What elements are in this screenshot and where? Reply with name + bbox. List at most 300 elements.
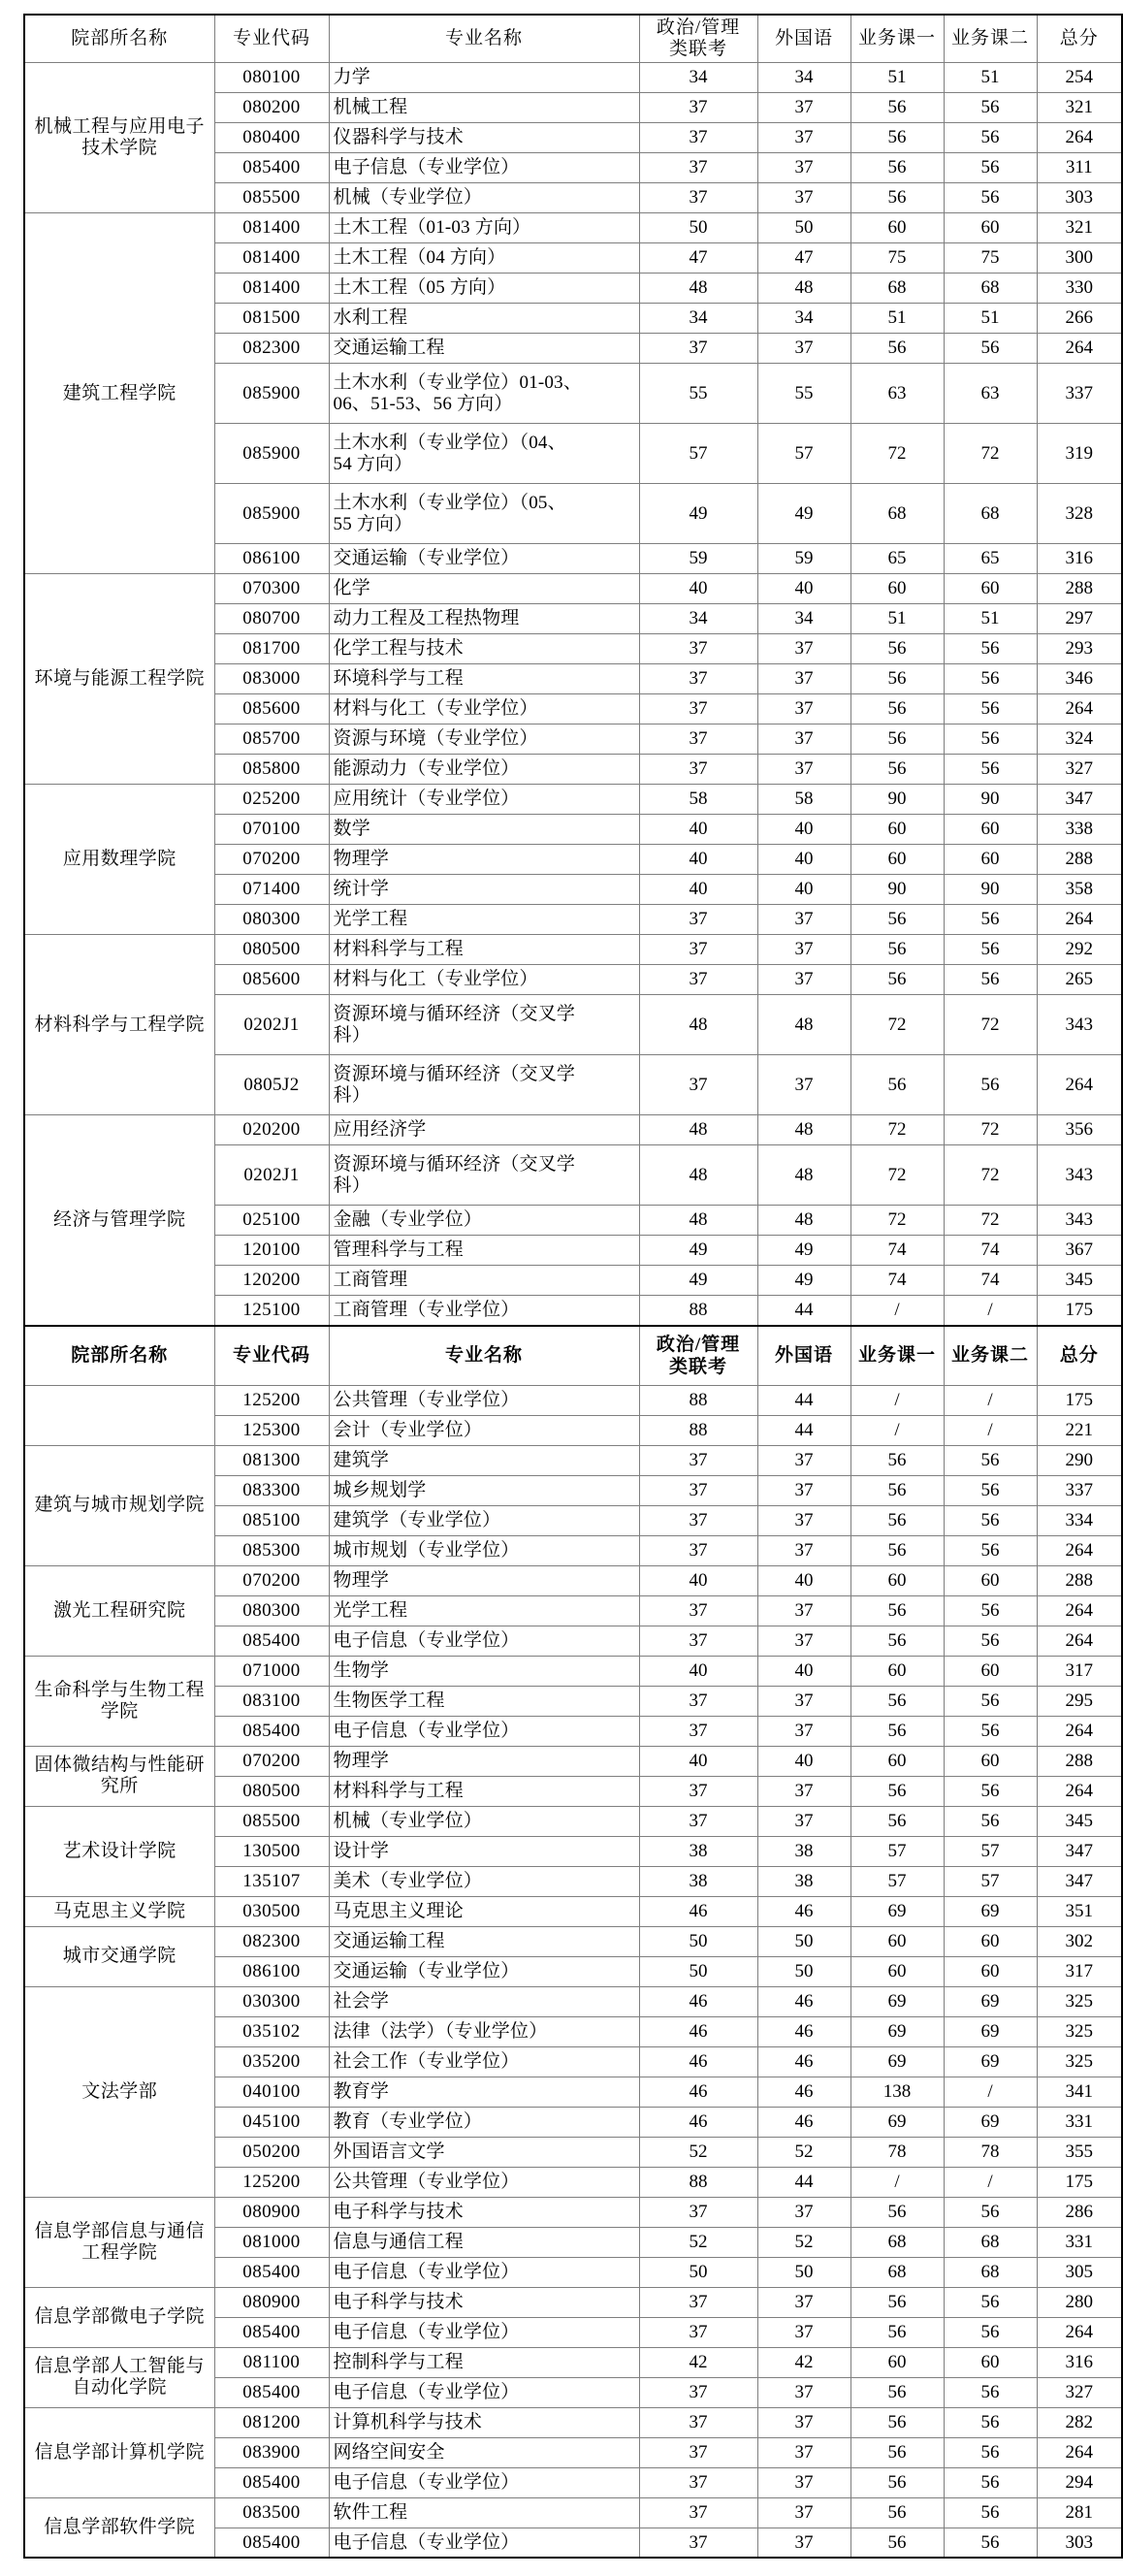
total-score-cell: 294 — [1037, 2467, 1122, 2497]
foreign-score-cell: 37 — [757, 2377, 850, 2407]
politics-score-cell: 55 — [639, 364, 757, 424]
politics-score-cell: 46 — [639, 1986, 757, 2016]
foreign-score-cell: 37 — [757, 1475, 850, 1505]
foreign-score-cell: 48 — [757, 1206, 850, 1236]
org-name-cell — [24, 2347, 214, 2407]
major-name-cell: 社会学 — [329, 1986, 639, 2016]
business2-score-cell: 60 — [944, 815, 1037, 845]
major-name-cell: 交通运输工程 — [329, 334, 639, 364]
foreign-score-cell: 37 — [757, 664, 850, 694]
foreign-score-cell: 37 — [757, 2528, 850, 2558]
total-score-cell: 303 — [1037, 2528, 1122, 2558]
foreign-score-cell: 37 — [757, 123, 850, 153]
table-row — [24, 2197, 1122, 2227]
total-score-cell: 303 — [1037, 183, 1122, 213]
business1-score-cell: 69 — [850, 1986, 944, 2016]
total-score-cell: 321 — [1037, 213, 1122, 243]
business1-score-cell: 56 — [850, 1686, 944, 1716]
politics-score-cell: 37 — [639, 1595, 757, 1626]
major-name-cell: 美术（专业学位） — [329, 1866, 639, 1896]
major-code-cell: 025200 — [214, 785, 329, 815]
col-header-politics-line2: 类联考 — [668, 39, 727, 60]
foreign-score-cell: 37 — [757, 2497, 850, 2528]
business2-score-cell: 56 — [944, 2377, 1037, 2407]
foreign-score-cell: 40 — [757, 845, 850, 875]
org-name-cell — [24, 1656, 214, 1746]
org-name-line: 信息学部计算机学院 — [34, 2441, 205, 2463]
business1-score-cell: 51 — [850, 604, 944, 634]
business2-score-cell: 72 — [944, 1145, 1037, 1206]
major-name-cell: 材料与化工（专业学位） — [329, 694, 639, 724]
major-code-cell: 125200 — [214, 2167, 329, 2197]
politics-score-cell: 52 — [639, 2227, 757, 2257]
business1-score-cell: 90 — [850, 785, 944, 815]
major-name-cell: 电子科学与技术 — [329, 2287, 639, 2317]
major-name-cell: 管理科学与工程 — [329, 1236, 639, 1266]
major-name-cell: 电子科学与技术 — [329, 2197, 639, 2227]
major-code-cell: 125300 — [214, 1415, 329, 1445]
major-code-cell: 125100 — [214, 1296, 329, 1326]
major-name-line: 资源环境与循环经济（交叉学 — [333, 1003, 576, 1024]
foreign-score-cell: 37 — [757, 1806, 850, 1836]
major-name-line: 54 方向） — [333, 453, 413, 474]
major-name-cell: 城乡规划学 — [329, 1475, 639, 1505]
major-name-line: 资源环境与循环经济（交叉学 — [333, 1153, 576, 1175]
business2-score-cell: 56 — [944, 2317, 1037, 2347]
business1-score-cell: 56 — [850, 2377, 944, 2407]
org-name-cell — [24, 2197, 214, 2287]
business1-score-cell: 56 — [850, 1776, 944, 1806]
business2-score-cell: 56 — [944, 2287, 1037, 2317]
col-header-org: 院部所名称 — [24, 15, 214, 63]
politics-score-cell: 37 — [639, 334, 757, 364]
major-name-cell: 控制科学与工程 — [329, 2347, 639, 2377]
major-name-cell: 机械工程 — [329, 93, 639, 123]
major-name-cell: 网络空间安全 — [329, 2437, 639, 2467]
foreign-score-cell: 38 — [757, 1866, 850, 1896]
business2-score-cell: 56 — [944, 935, 1037, 965]
foreign-score-cell: 34 — [757, 604, 850, 634]
business2-score-cell: 56 — [944, 2407, 1037, 2437]
major-name-cell: 土木工程（01-03 方向） — [329, 213, 639, 243]
foreign-score-cell: 44 — [757, 1415, 850, 1445]
org-name-line: 工程学院 — [81, 2241, 158, 2263]
major-code-cell: 080300 — [214, 1595, 329, 1626]
major-code-cell: 081000 — [214, 2227, 329, 2257]
total-score-cell: 338 — [1037, 815, 1122, 845]
business2-score-cell: 60 — [944, 1656, 1037, 1686]
total-score-cell: 343 — [1037, 1206, 1122, 1236]
table-row — [24, 213, 1122, 243]
total-score-cell: 264 — [1037, 1595, 1122, 1626]
business2-score-cell: 56 — [944, 1505, 1037, 1535]
org-name-line: 学院 — [100, 1700, 139, 1722]
politics-score-cell: 57 — [639, 424, 757, 484]
col-header-politics-line1: 政治/管理 — [656, 1334, 741, 1355]
org-name-line: 艺术设计学院 — [62, 1840, 176, 1861]
business1-score-cell: 56 — [850, 2287, 944, 2317]
major-code-cell: 085900 — [214, 364, 329, 424]
major-code-cell: 080400 — [214, 123, 329, 153]
business2-score-cell: 56 — [944, 1776, 1037, 1806]
business2-score-cell: 56 — [944, 2467, 1037, 2497]
major-code-cell: 081400 — [214, 243, 329, 274]
major-name-cell: 公共管理（专业学位） — [329, 1385, 639, 1415]
col-header-politics — [639, 1326, 757, 1386]
major-code-cell: 0202J1 — [214, 1145, 329, 1206]
business1-score-cell: 56 — [850, 1716, 944, 1746]
business2-score-cell: 78 — [944, 2137, 1037, 2167]
foreign-score-cell: 46 — [757, 1896, 850, 1926]
table-row — [24, 1565, 1122, 1595]
business2-score-cell: 56 — [944, 1686, 1037, 1716]
major-code-cell: 080100 — [214, 63, 329, 93]
business2-score-cell: 60 — [944, 1926, 1037, 1956]
business1-score-cell: 75 — [850, 243, 944, 274]
business2-score-cell: 69 — [944, 2107, 1037, 2137]
business1-score-cell: 56 — [850, 694, 944, 724]
business1-score-cell: 56 — [850, 93, 944, 123]
major-name-cell: 环境科学与工程 — [329, 664, 639, 694]
business2-score-cell: 56 — [944, 664, 1037, 694]
business1-score-cell: 69 — [850, 2107, 944, 2137]
business1-score-cell: 60 — [850, 1956, 944, 1986]
total-score-cell: 266 — [1037, 304, 1122, 334]
major-code-cell: 020200 — [214, 1115, 329, 1145]
major-name-cell: 教育（专业学位） — [329, 2107, 639, 2137]
major-name-cell: 应用经济学 — [329, 1115, 639, 1145]
col-header-business2: 业务课二 — [944, 1326, 1037, 1386]
total-score-cell: 358 — [1037, 875, 1122, 905]
org-name-line: 建筑工程学院 — [62, 382, 176, 403]
major-code-cell: 070200 — [214, 845, 329, 875]
business1-score-cell: / — [850, 1415, 944, 1445]
business1-score-cell: 56 — [850, 905, 944, 935]
politics-score-cell: 50 — [639, 213, 757, 243]
col-header-politics — [639, 15, 757, 63]
major-code-cell: 080200 — [214, 93, 329, 123]
table-row — [24, 1746, 1122, 1776]
major-name-cell: 统计学 — [329, 875, 639, 905]
business1-score-cell: 78 — [850, 2137, 944, 2167]
total-score-cell: 334 — [1037, 1505, 1122, 1535]
org-name-line: 城市交通学院 — [62, 1946, 176, 1967]
business1-score-cell: 63 — [850, 364, 944, 424]
politics-score-cell: 40 — [639, 1746, 757, 1776]
major-name-cell: 应用统计（专业学位） — [329, 785, 639, 815]
business2-score-cell: 90 — [944, 875, 1037, 905]
business2-score-cell: / — [944, 1296, 1037, 1326]
major-code-cell: 082300 — [214, 1926, 329, 1956]
major-name-cell: 电子信息（专业学位） — [329, 2528, 639, 2558]
major-name-line: 科） — [333, 1084, 370, 1106]
business2-score-cell: 68 — [944, 274, 1037, 304]
business2-score-cell: 60 — [944, 2347, 1037, 2377]
total-score-cell: 325 — [1037, 2046, 1122, 2077]
total-score-cell: 264 — [1037, 1716, 1122, 1746]
politics-score-cell: 37 — [639, 1776, 757, 1806]
total-score-cell: 264 — [1037, 1055, 1122, 1115]
major-name-cell: 软件工程 — [329, 2497, 639, 2528]
major-name-cell: 电子信息（专业学位） — [329, 2317, 639, 2347]
total-score-cell: 288 — [1037, 845, 1122, 875]
table-row — [24, 1806, 1122, 1836]
major-name-cell: 信息与通信工程 — [329, 2227, 639, 2257]
politics-score-cell: 37 — [639, 2317, 757, 2347]
business1-score-cell: 56 — [850, 1505, 944, 1535]
total-score-cell: 355 — [1037, 2137, 1122, 2167]
business2-score-cell: 57 — [944, 1836, 1037, 1866]
business1-score-cell: 74 — [850, 1266, 944, 1296]
major-name-cell: 会计（专业学位） — [329, 1415, 639, 1445]
business2-score-cell: 51 — [944, 304, 1037, 334]
total-score-cell: 343 — [1037, 995, 1122, 1055]
major-code-cell: 080900 — [214, 2287, 329, 2317]
total-score-cell: 345 — [1037, 1806, 1122, 1836]
business2-score-cell: 60 — [944, 574, 1037, 604]
politics-score-cell: 37 — [639, 2287, 757, 2317]
col-header-foreign: 外国语 — [757, 1326, 850, 1386]
total-score-cell: 317 — [1037, 1956, 1122, 1986]
major-code-cell: 070200 — [214, 1565, 329, 1595]
business2-score-cell: 56 — [944, 1055, 1037, 1115]
total-score-cell: 316 — [1037, 2347, 1122, 2377]
politics-score-cell: 37 — [639, 2437, 757, 2467]
business2-score-cell: 56 — [944, 2497, 1037, 2528]
business1-score-cell: 57 — [850, 1836, 944, 1866]
major-name-cell: 物理学 — [329, 1565, 639, 1595]
major-name-cell: 机械（专业学位） — [329, 183, 639, 213]
business2-score-cell: 56 — [944, 123, 1037, 153]
business2-score-cell: 56 — [944, 724, 1037, 755]
major-code-cell: 085300 — [214, 1535, 329, 1565]
total-score-cell: 264 — [1037, 1535, 1122, 1565]
politics-score-cell: 37 — [639, 2497, 757, 2528]
business1-score-cell: 56 — [850, 935, 944, 965]
major-name-line: 土木水利（专业学位）（05、 — [333, 492, 566, 513]
business1-score-cell: 56 — [850, 664, 944, 694]
business1-score-cell: 69 — [850, 1896, 944, 1926]
org-name-cell — [24, 1565, 214, 1656]
business2-score-cell: 72 — [944, 424, 1037, 484]
business1-score-cell: 56 — [850, 1475, 944, 1505]
major-code-cell: 086100 — [214, 1956, 329, 1986]
major-code-cell: 085400 — [214, 1626, 329, 1656]
table-row — [24, 1986, 1122, 2016]
total-score-cell: 337 — [1037, 364, 1122, 424]
org-name-cell — [24, 785, 214, 935]
total-score-cell: 325 — [1037, 2016, 1122, 2046]
politics-score-cell: 37 — [639, 634, 757, 664]
major-code-cell: 070300 — [214, 574, 329, 604]
total-score-cell: 282 — [1037, 2407, 1122, 2437]
politics-score-cell: 37 — [639, 2467, 757, 2497]
major-name-line: 土木水利（专业学位）（04、 — [333, 432, 566, 453]
total-score-cell: 367 — [1037, 1236, 1122, 1266]
major-name-cell: 材料与化工（专业学位） — [329, 965, 639, 995]
business2-score-cell: 56 — [944, 1475, 1037, 1505]
major-code-cell: 083100 — [214, 1686, 329, 1716]
total-score-cell: 331 — [1037, 2227, 1122, 2257]
politics-score-cell: 49 — [639, 1236, 757, 1266]
business2-score-cell: 72 — [944, 995, 1037, 1055]
business2-score-cell: 68 — [944, 2257, 1037, 2287]
total-score-cell: 356 — [1037, 1115, 1122, 1145]
business1-score-cell: 56 — [850, 965, 944, 995]
politics-score-cell: 88 — [639, 1385, 757, 1415]
business2-score-cell: 68 — [944, 484, 1037, 544]
major-code-cell: 080500 — [214, 1776, 329, 1806]
total-score-cell: 265 — [1037, 965, 1122, 995]
total-score-cell: 264 — [1037, 2317, 1122, 2347]
business1-score-cell: 60 — [850, 1565, 944, 1595]
major-code-cell: 070200 — [214, 1746, 329, 1776]
major-name-cell: 电子信息（专业学位） — [329, 2377, 639, 2407]
major-code-cell: 025100 — [214, 1206, 329, 1236]
politics-score-cell: 37 — [639, 905, 757, 935]
org-name-line: 信息学部微电子学院 — [34, 2306, 205, 2328]
business2-score-cell: 69 — [944, 1986, 1037, 2016]
major-name-cell: 交通运输（专业学位） — [329, 544, 639, 574]
total-score-cell: 328 — [1037, 484, 1122, 544]
politics-score-cell: 37 — [639, 2407, 757, 2437]
foreign-score-cell: 37 — [757, 2197, 850, 2227]
total-score-cell: 175 — [1037, 1385, 1122, 1415]
major-code-cell: 085400 — [214, 153, 329, 183]
total-score-cell: 290 — [1037, 1445, 1122, 1475]
business2-score-cell: 56 — [944, 1535, 1037, 1565]
foreign-score-cell: 48 — [757, 274, 850, 304]
business1-score-cell: 56 — [850, 183, 944, 213]
business2-score-cell: 69 — [944, 2016, 1037, 2046]
business1-score-cell: 74 — [850, 1236, 944, 1266]
foreign-score-cell: 49 — [757, 1266, 850, 1296]
business1-score-cell: / — [850, 1296, 944, 1326]
major-name-cell: 生物学 — [329, 1656, 639, 1686]
major-name-cell: 水利工程 — [329, 304, 639, 334]
foreign-score-cell: 57 — [757, 424, 850, 484]
business1-score-cell: 57 — [850, 1866, 944, 1896]
foreign-score-cell: 50 — [757, 1956, 850, 1986]
major-name-cell: 生物医学工程 — [329, 1686, 639, 1716]
business1-score-cell: 60 — [850, 1926, 944, 1956]
business1-score-cell: 60 — [850, 815, 944, 845]
foreign-score-cell: 46 — [757, 2107, 850, 2137]
business2-score-cell: / — [944, 1415, 1037, 1445]
business1-score-cell: 51 — [850, 63, 944, 93]
major-name-cell: 物理学 — [329, 1746, 639, 1776]
major-name-cell: 资源与环境（专业学位） — [329, 724, 639, 755]
major-name-cell: 交通运输工程 — [329, 1926, 639, 1956]
major-code-cell: 040100 — [214, 2077, 329, 2107]
politics-score-cell: 46 — [639, 1896, 757, 1926]
major-name-cell — [329, 1145, 639, 1206]
foreign-score-cell: 37 — [757, 2407, 850, 2437]
foreign-score-cell: 37 — [757, 634, 850, 664]
major-name-cell: 电子信息（专业学位） — [329, 1716, 639, 1746]
foreign-score-cell: 37 — [757, 2317, 850, 2347]
major-name-cell: 教育学 — [329, 2077, 639, 2107]
business1-score-cell: 56 — [850, 1055, 944, 1115]
total-score-cell: 337 — [1037, 1475, 1122, 1505]
total-score-cell: 331 — [1037, 2107, 1122, 2137]
org-name-cell — [24, 2287, 214, 2347]
business1-score-cell: 60 — [850, 1656, 944, 1686]
foreign-score-cell: 40 — [757, 1746, 850, 1776]
total-score-cell: 264 — [1037, 334, 1122, 364]
politics-score-cell: 40 — [639, 1565, 757, 1595]
col-header-total: 总分 — [1037, 1326, 1122, 1386]
politics-score-cell: 37 — [639, 1626, 757, 1656]
business1-score-cell: 60 — [850, 574, 944, 604]
total-score-cell: 347 — [1037, 1866, 1122, 1896]
foreign-score-cell: 59 — [757, 544, 850, 574]
col-header-business1: 业务课一 — [850, 1326, 944, 1386]
business1-score-cell: 56 — [850, 2528, 944, 2558]
major-code-cell: 083000 — [214, 664, 329, 694]
org-name-cell — [24, 935, 214, 1115]
major-code-cell: 085700 — [214, 724, 329, 755]
politics-score-cell: 37 — [639, 1475, 757, 1505]
major-name-cell: 建筑学 — [329, 1445, 639, 1475]
foreign-score-cell: 40 — [757, 875, 850, 905]
foreign-score-cell: 34 — [757, 63, 850, 93]
business1-score-cell: 56 — [850, 1445, 944, 1475]
major-code-cell: 045100 — [214, 2107, 329, 2137]
business1-score-cell: 72 — [850, 1206, 944, 1236]
major-name-cell: 设计学 — [329, 1836, 639, 1866]
total-score-cell: 311 — [1037, 153, 1122, 183]
foreign-score-cell: 37 — [757, 334, 850, 364]
major-name-cell: 数学 — [329, 815, 639, 845]
foreign-score-cell: 37 — [757, 1445, 850, 1475]
politics-score-cell: 48 — [639, 995, 757, 1055]
total-score-cell: 264 — [1037, 1776, 1122, 1806]
major-code-cell: 030300 — [214, 1986, 329, 2016]
total-score-cell: 343 — [1037, 1145, 1122, 1206]
business2-score-cell: 51 — [944, 63, 1037, 93]
foreign-score-cell: 44 — [757, 1296, 850, 1326]
foreign-score-cell: 37 — [757, 755, 850, 785]
foreign-score-cell: 37 — [757, 2437, 850, 2467]
foreign-score-cell: 47 — [757, 243, 850, 274]
business2-score-cell: 69 — [944, 1896, 1037, 1926]
foreign-score-cell: 37 — [757, 935, 850, 965]
major-name-cell — [329, 484, 639, 544]
org-name-line: 环境与能源工程学院 — [34, 668, 205, 690]
major-code-cell: 070100 — [214, 815, 329, 845]
org-name-cell — [24, 574, 214, 785]
major-code-cell: 035102 — [214, 2016, 329, 2046]
politics-score-cell: 38 — [639, 1836, 757, 1866]
business1-score-cell: 56 — [850, 634, 944, 664]
org-name-cell — [24, 1445, 214, 1565]
table-row — [24, 2287, 1122, 2317]
total-score-cell: 254 — [1037, 63, 1122, 93]
foreign-score-cell: 48 — [757, 1115, 850, 1145]
politics-score-cell: 40 — [639, 815, 757, 845]
org-name-cell — [24, 213, 214, 574]
total-score-cell: 341 — [1037, 2077, 1122, 2107]
business2-score-cell: 56 — [944, 1595, 1037, 1626]
total-score-cell: 288 — [1037, 574, 1122, 604]
politics-score-cell: 37 — [639, 1686, 757, 1716]
politics-score-cell: 37 — [639, 1505, 757, 1535]
business2-score-cell: 72 — [944, 1206, 1037, 1236]
business1-score-cell: 60 — [850, 213, 944, 243]
business2-score-cell: 56 — [944, 93, 1037, 123]
politics-score-cell: 37 — [639, 664, 757, 694]
